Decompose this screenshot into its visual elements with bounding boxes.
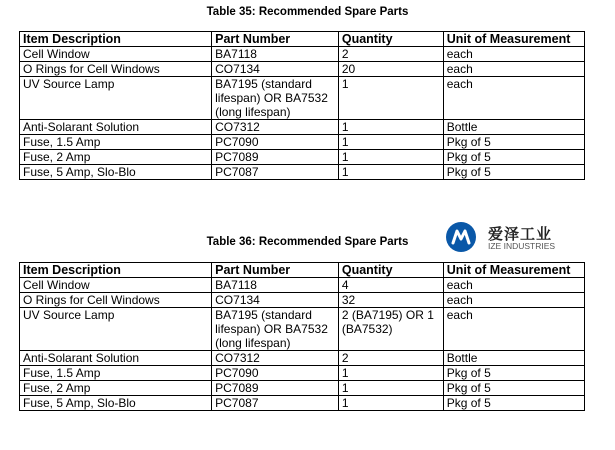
cell-part-number: PC7087 — [212, 396, 339, 411]
cell-item: Cell Window — [20, 47, 212, 62]
col-header-unit: Unit of Measurement — [443, 32, 584, 47]
cell-part-number: PC7087 — [212, 165, 339, 180]
table-35-caption: Table 35: Recommended Spare Parts — [206, 6, 409, 18]
cell-item: UV Source Lamp — [20, 308, 212, 351]
table-row — [20, 150, 585, 165]
cell-unit: each — [443, 278, 584, 293]
cell-unit: each — [443, 77, 584, 120]
col-header-unit: Unit of Measurement — [443, 263, 584, 278]
table-row — [20, 381, 585, 396]
cell-unit: each — [443, 308, 584, 351]
cell-part-number: CO7312 — [212, 120, 339, 135]
table-row — [20, 351, 585, 366]
cell-item: Cell Window — [20, 278, 212, 293]
table-row — [20, 62, 585, 77]
cell-quantity: 1 — [338, 135, 443, 150]
cell-quantity: 2 — [338, 47, 443, 62]
table-row — [20, 366, 585, 381]
logo-name-cn: 爱泽工业 — [488, 225, 553, 243]
col-header-part-number: Part Number — [212, 32, 339, 47]
cell-item: Anti-Solarant Solution — [20, 120, 212, 135]
spare-parts-table-35 — [19, 31, 585, 180]
cell-part-number: CO7134 — [212, 293, 339, 308]
table-row — [20, 135, 585, 150]
cell-unit: Bottle — [443, 351, 584, 366]
cell-item: Fuse, 5 Amp, Slo-Blo — [20, 165, 212, 180]
cell-quantity: 2 (BA7195) OR 1 (BA7532) — [338, 308, 443, 351]
cell-item: O Rings for Cell Windows — [20, 293, 212, 308]
logo-name-en: IZE INDUSTRIES — [488, 241, 556, 251]
col-header-part-number: Part Number — [212, 263, 339, 278]
cell-unit: each — [443, 293, 584, 308]
cell-unit: each — [443, 62, 584, 77]
cell-part-number: BA7195 (standard lifespan) OR BA7532 (long lifespan) — [212, 308, 339, 351]
cell-quantity: 4 — [338, 278, 443, 293]
cell-quantity: 32 — [338, 293, 443, 308]
cell-unit: Bottle — [443, 120, 584, 135]
cell-unit: Pkg of 5 — [443, 396, 584, 411]
spare-parts-table-36 — [19, 262, 585, 411]
cell-item: O Rings for Cell Windows — [20, 62, 212, 77]
cell-part-number: CO7134 — [212, 62, 339, 77]
table-row — [20, 278, 585, 293]
cell-item: UV Source Lamp — [20, 77, 212, 120]
cell-quantity: 2 — [338, 351, 443, 366]
cell-item: Fuse, 1.5 Amp — [20, 366, 212, 381]
cell-part-number: CO7312 — [212, 351, 339, 366]
cell-quantity: 1 — [338, 366, 443, 381]
table-header-row — [20, 263, 585, 278]
cell-quantity: 1 — [338, 150, 443, 165]
cell-unit: Pkg of 5 — [443, 381, 584, 396]
table-row — [20, 47, 585, 62]
cell-quantity: 1 — [338, 381, 443, 396]
table-row — [20, 396, 585, 411]
cell-item: Fuse, 2 Amp — [20, 150, 212, 165]
cell-unit: Pkg of 5 — [443, 366, 584, 381]
cell-part-number: BA7118 — [212, 278, 339, 293]
col-header-item-description: Item Description — [20, 263, 212, 278]
col-header-quantity: Quantity — [338, 263, 443, 278]
cell-item: Fuse, 1.5 Amp — [20, 135, 212, 150]
cell-unit: Pkg of 5 — [443, 165, 584, 180]
table-row — [20, 165, 585, 180]
cell-quantity: 1 — [338, 165, 443, 180]
cell-quantity: 20 — [338, 62, 443, 77]
cell-unit: Pkg of 5 — [443, 150, 584, 165]
table-row — [20, 293, 585, 308]
cell-part-number: PC7089 — [212, 150, 339, 165]
cell-item: Anti-Solarant Solution — [20, 351, 212, 366]
cell-quantity: 1 — [338, 396, 443, 411]
cell-unit: Pkg of 5 — [443, 135, 584, 150]
cell-part-number: PC7089 — [212, 381, 339, 396]
cell-quantity: 1 — [338, 120, 443, 135]
cell-item: Fuse, 2 Amp — [20, 381, 212, 396]
cell-unit: each — [443, 47, 584, 62]
cell-part-number: PC7090 — [212, 366, 339, 381]
cell-part-number: BA7195 (standard lifespan) OR BA7532 (long lifespan) — [212, 77, 339, 120]
col-header-item-description: Item Description — [20, 32, 212, 47]
table-36-caption: Table 36: Recommended Spare Parts — [206, 236, 409, 248]
table-header-row — [20, 32, 585, 47]
col-header-quantity: Quantity — [338, 32, 443, 47]
cell-part-number: BA7118 — [212, 47, 339, 62]
table-row — [20, 308, 585, 351]
table-row — [20, 120, 585, 135]
table-row — [20, 77, 585, 120]
cell-part-number: PC7090 — [212, 135, 339, 150]
cell-item: Fuse, 5 Amp, Slo-Blo — [20, 396, 212, 411]
cell-quantity: 1 — [338, 77, 443, 120]
